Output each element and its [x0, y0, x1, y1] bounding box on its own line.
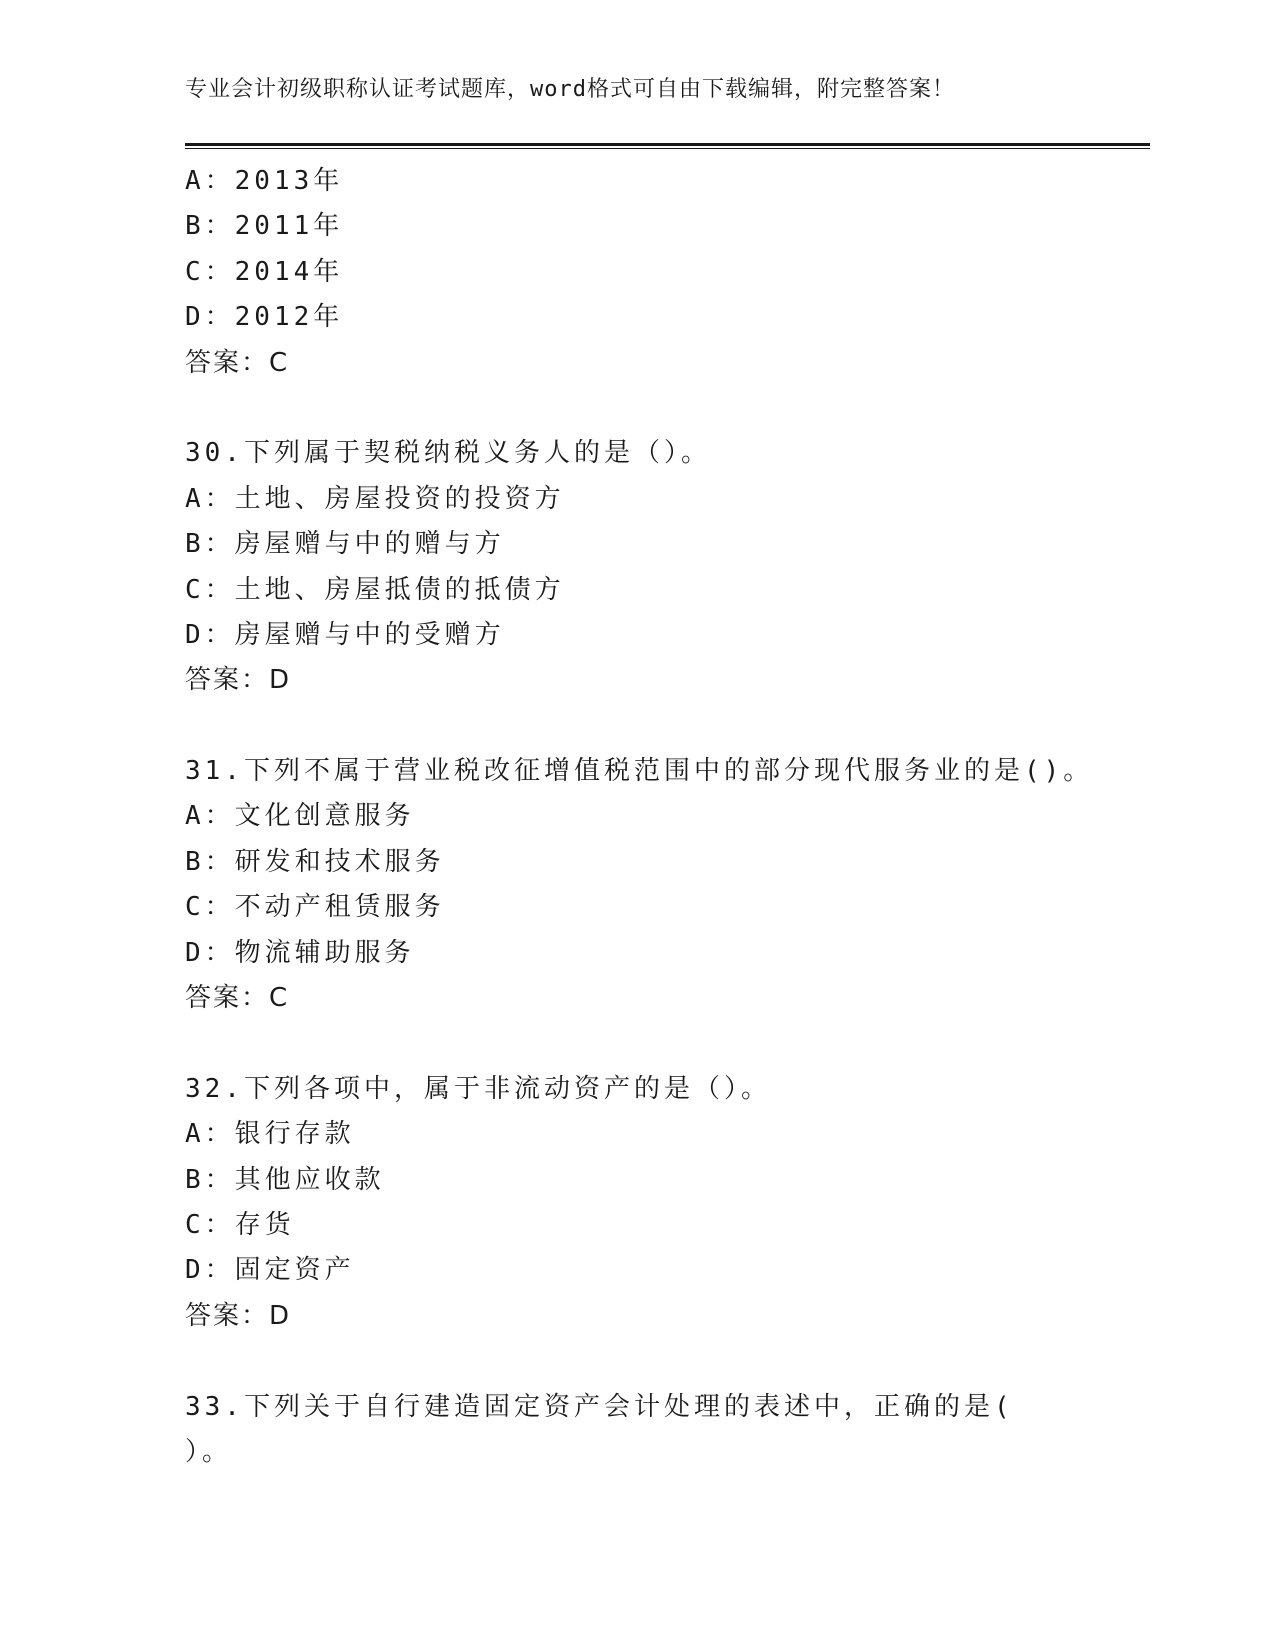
option-a: A：2013年: [185, 166, 344, 196]
question-30: [185, 431, 1150, 703]
option-d: D：房屋赠与中的受赠方: [185, 619, 505, 650]
option-d: D：固定资产: [185, 1255, 355, 1286]
spacer: [185, 704, 1150, 749]
spacer: [185, 386, 1150, 431]
option-b: B：2011年: [185, 211, 344, 242]
option-d: D：2012年: [185, 302, 344, 333]
spacer: [185, 1339, 1150, 1384]
answer: 答案：C: [185, 983, 290, 1014]
question-31: [185, 749, 1150, 1021]
question-text: 32.下列各项中，属于非流动资产的是（）。: [185, 1073, 771, 1104]
option-b: B：房屋赠与中的赠与方: [185, 529, 505, 560]
option-c: C：不动产租赁服务: [185, 892, 445, 923]
option-a: A：文化创意服务: [185, 801, 415, 832]
option-a: A：银行存款: [185, 1119, 355, 1150]
question-text: 31.下列不属于营业税改征增值税范围中的部分现代服务业的是()。: [185, 756, 1094, 787]
spacer: [185, 1021, 1150, 1066]
question-text-continued: ）。: [185, 1436, 233, 1467]
option-b: B：研发和技术服务: [185, 846, 445, 877]
question-32: [185, 1067, 1150, 1339]
answer: 答案：D: [185, 665, 292, 696]
question-29: [185, 159, 1150, 386]
question-text: 30.下列属于契税纳税义务人的是（）。: [185, 438, 711, 469]
header-divider-thick: [185, 143, 1150, 146]
answer: 答案：D: [185, 1300, 292, 1331]
document-header: 专业会计初级职称认证考试题库，word格式可自由下载编辑，附完整答案！: [185, 77, 955, 102]
option-b: B：其他应收款: [185, 1164, 385, 1195]
answer: 答案：C: [185, 347, 290, 378]
header-divider-thin: [185, 148, 1150, 149]
option-a: A：土地、房屋投资的投资方: [185, 483, 565, 514]
question-list: [185, 159, 1150, 1475]
question-text: 33.下列关于自行建造固定资产会计处理的表述中，正确的是(: [185, 1391, 1014, 1422]
question-33: [185, 1385, 1150, 1476]
option-c: C：2014年: [185, 256, 344, 287]
option-d: D：物流辅助服务: [185, 937, 415, 968]
option-c: C：存货: [185, 1209, 295, 1240]
option-c: C：土地、房屋抵债的抵债方: [185, 574, 565, 605]
